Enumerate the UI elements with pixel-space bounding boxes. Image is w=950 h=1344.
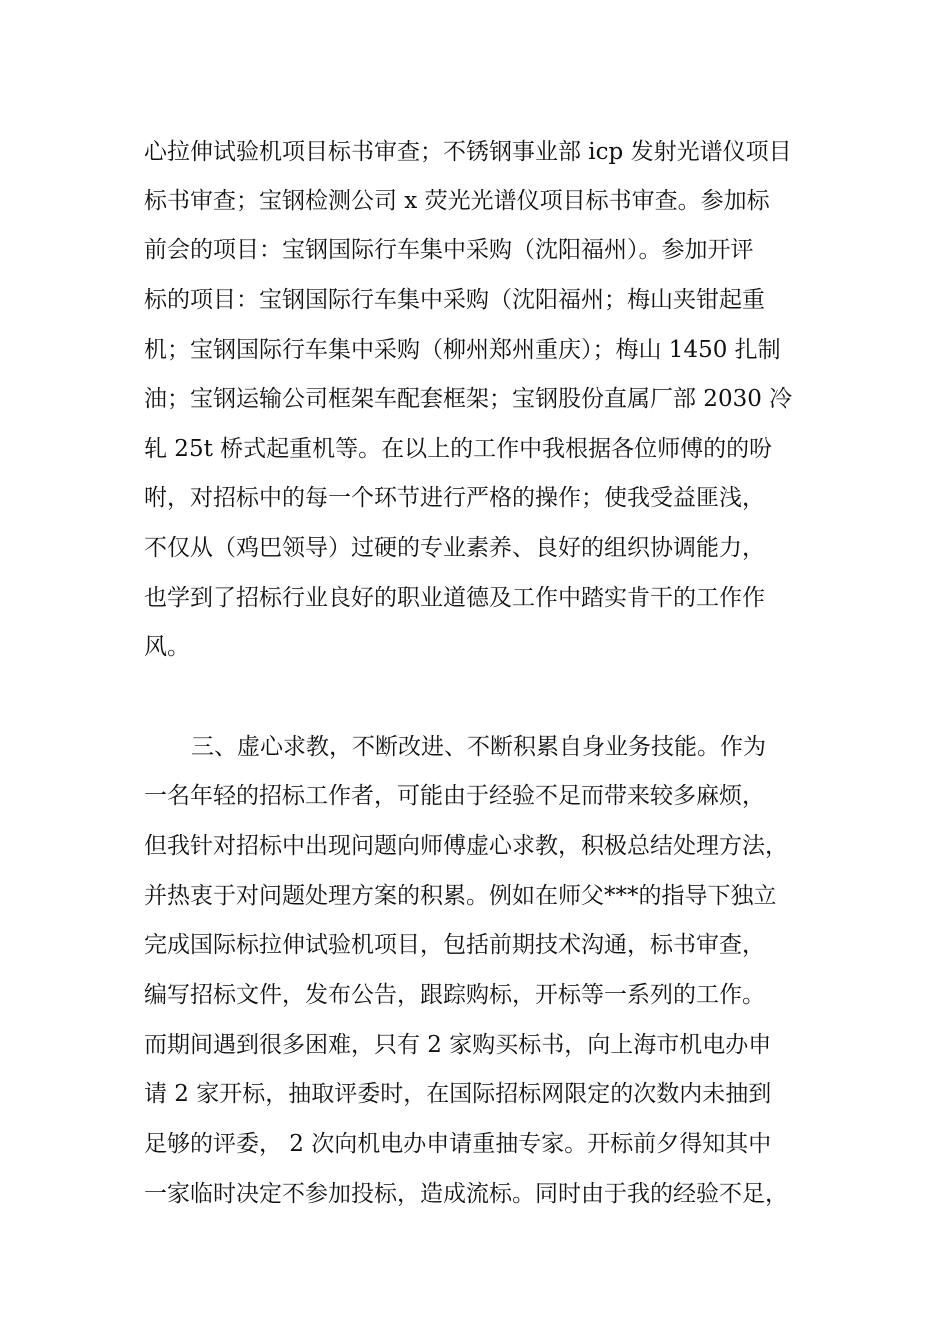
text-line: 请 2 家开标，抽取评委时，在国际招标网限定的次数内未抽到 [144,1081,772,1107]
text-line-indented: 三、虚心求教，不断改进、不断积累自身业务技能。作为 [191,734,766,760]
text-line: 油；宝钢运输公司框架车配套框架；宝钢股份直属厂部 2030 冷 [144,386,793,412]
text-line: 心拉伸试验机项目标书审查；不锈钢事业部 icp 发射光谱仪项目 [144,139,792,165]
text-line: 轧 25t 桥式起重机等。在以上的工作中我根据各位师傅的的吩 [144,436,773,462]
text-line: 咐，对招标中的每一个环节进行严格的操作；使我受益匪浅， [144,485,765,511]
text-line: 也学到了招标行业良好的职业道德及工作中踏实肯干的工作作 [144,585,765,611]
text-line: 但我针对招标中出现问题向师傅虚心求教，积极总结处理方法， [144,833,788,859]
text-line: 编写招标文件，发布公告，跟踪购标，开标等一系列的工作。 [144,982,765,1008]
text-line: 风。 [144,634,190,660]
text-line: 标书审查；宝钢检测公司 x 荧光光谱仪项目标书审查。参加标 [144,188,770,214]
text-line: 并热衷于对问题处理方案的积累。例如在师父***的指导下独立 [144,883,777,909]
text-line: 机；宝钢国际行车集中采购（柳州郑州重庆）；梅山 1450 扎制 [144,337,781,363]
text-line: 一名年轻的招标工作者，可能由于经验不足而带来较多麻烦， [144,783,765,809]
text-line: 前会的项目：宝钢国际行车集中采购（沈阳福州）。参加开评 [144,237,754,263]
text-line: 而期间遇到很多困难，只有 2 家购买标书，向上海市机电办申 [144,1032,772,1058]
text-line: 不仅从（鸡巴领导）过硬的专业素养、良好的组织协调能力， [144,535,765,561]
text-line: 完成国际标拉伸试验机项目，包括前期技术沟通，标书审查， [144,932,765,958]
text-line: 标的项目：宝钢国际行车集中采购（沈阳福州；梅山夹钳起重 [144,287,765,313]
text-line: 足够的评委， 2 次向机电办申请重抽专家。开标前夕得知其中 [144,1131,772,1157]
text-line: 一家临时决定不参加投标，造成流标。同时由于我的经验不足， [144,1181,788,1207]
